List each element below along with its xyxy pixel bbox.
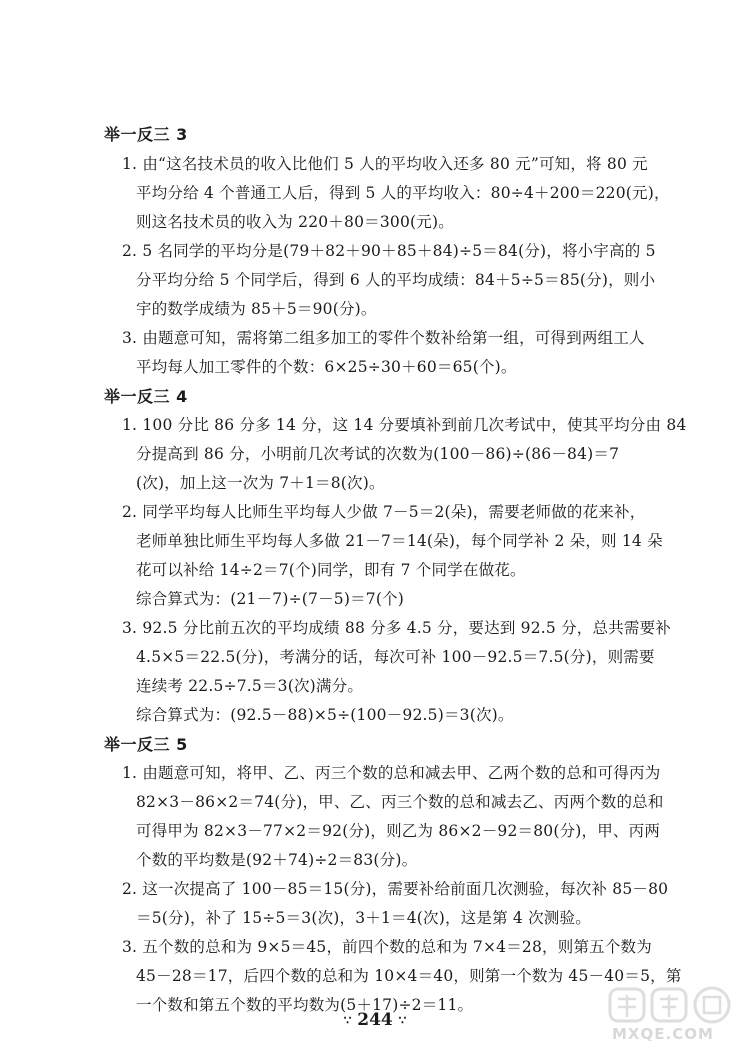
text-line: 综合算式为：(92.5－88)×5÷(100－92.5)＝3(次)。 (136, 706, 514, 724)
text-line: 82×3－86×2＝74(分)，甲、乙、丙三个数的总和减去乙、丙两个数的总和 (136, 793, 664, 811)
section-heading-3: 举一反三 3 (104, 125, 188, 144)
watermark-logo-icon (604, 985, 744, 1027)
text-line: 连续考 22.5÷7.5＝3(次)满分。 (136, 677, 364, 695)
text-line: 3. 92.5 分比前五次的平均成绩 88 分多 4.5 分，要达到 92.5 分，总共需要补 (122, 619, 672, 637)
page-number-dots-right: ∵ (398, 1013, 407, 1028)
text-line: (次)，加上这一次为 7＋1＝8(次)。 (136, 474, 385, 492)
text-line: 一个数和第五个数的平均数为(5＋17)÷2＝11。 (136, 996, 474, 1014)
text-line: 分平均分给 5 个同学后，得到 6 人的平均成绩：84＋5÷5＝85(分)，则小 (136, 271, 656, 289)
text-line: 1. 由“这名技术员的收入比他们 5 人的平均收入还多 80 元”可知，将 80 元 (122, 155, 648, 173)
text-line: 45－28＝17，后四个数的总和为 10×4＝40，则第一个数为 45－40＝5，第 (136, 967, 682, 985)
text-line: 2. 同学平均每人比师生平均每人少做 7－5＝2(朵)，需要老师做的花来补， (122, 503, 646, 521)
page-number-value: 244 (357, 1010, 393, 1030)
watermark-logo (604, 985, 744, 1047)
text-line: 个数的平均数是(92＋74)÷2＝83(分)。 (136, 851, 418, 869)
text-line: 3. 由题意可知，需将第二组多加工的零件个数补给第一组，可得到两组工人 (122, 329, 645, 347)
text-line: 平均每人加工零件的个数：6×25÷30＋60＝65(个)。 (136, 358, 517, 376)
text-line: 可得甲为 82×3－77×2＝92(分)，则乙为 86×2－92＝80(分)，甲、丙两 (136, 822, 661, 840)
page-number (330, 1010, 420, 1030)
text-line: 则这名技术员的收入为 220＋80＝300(元)。 (136, 213, 454, 231)
text-line: 1. 由题意可知，将甲、乙、丙三个数的总和减去甲、乙两个数的总和可得丙为 (122, 764, 661, 782)
text-line: 综合算式为：(21－7)÷(7－5)＝7(个) (136, 590, 405, 608)
text-line: 分提高到 86 分，小明前几次考试的次数为(100－86)÷(86－84)＝7 (136, 445, 620, 463)
text-line: 老师单独比师生平均每人多做 21－7＝14(朵)，每个同学补 2 朵，则 14 朵 (136, 532, 663, 550)
section-heading-5: 举一反三 5 (104, 735, 188, 754)
text-line: 花可以补给 14÷2＝7(个)同学，即有 7 个同学在做花。 (136, 561, 526, 579)
text-line: 宇的数学成绩为 85＋5＝90(分)。 (136, 300, 377, 318)
text-line: 4.5×5＝22.5(分)，考满分的话，每次可补 100－92.5＝7.5(分)，则需要 (136, 648, 655, 666)
page-number-dots-left: ∵ (343, 1013, 352, 1028)
text-line: 平均分给 4 个普通工人后，得到 5 人的平均收入：80÷4＋200＝220(元)， (136, 184, 670, 202)
text-line: 2. 这一次提高了 100－85＝15(分)，需要补给前面几次测验，每次补 85－80 (122, 880, 669, 898)
text-line: 3. 五个数的总和为 9×5＝45，前四个数的总和为 7×4＝28，则第五个数为 (122, 938, 652, 956)
watermark-url: MXQE.COM (612, 1025, 714, 1043)
section-heading-4: 举一反三 4 (104, 387, 188, 406)
text-line: 2. 5 名同学的平均分是(79＋82＋90＋85＋84)÷5＝84(分)，将小宇高的 5 (122, 242, 656, 260)
text-line: ＝5(分)，补了 15÷5＝3(次)，3＋1＝4(次)，这是第 4 次测验。 (136, 909, 591, 927)
text-line: 1. 100 分比 86 分多 14 分，这 14 分要填补到前几次考试中，使其平均分由 84 (122, 416, 687, 434)
